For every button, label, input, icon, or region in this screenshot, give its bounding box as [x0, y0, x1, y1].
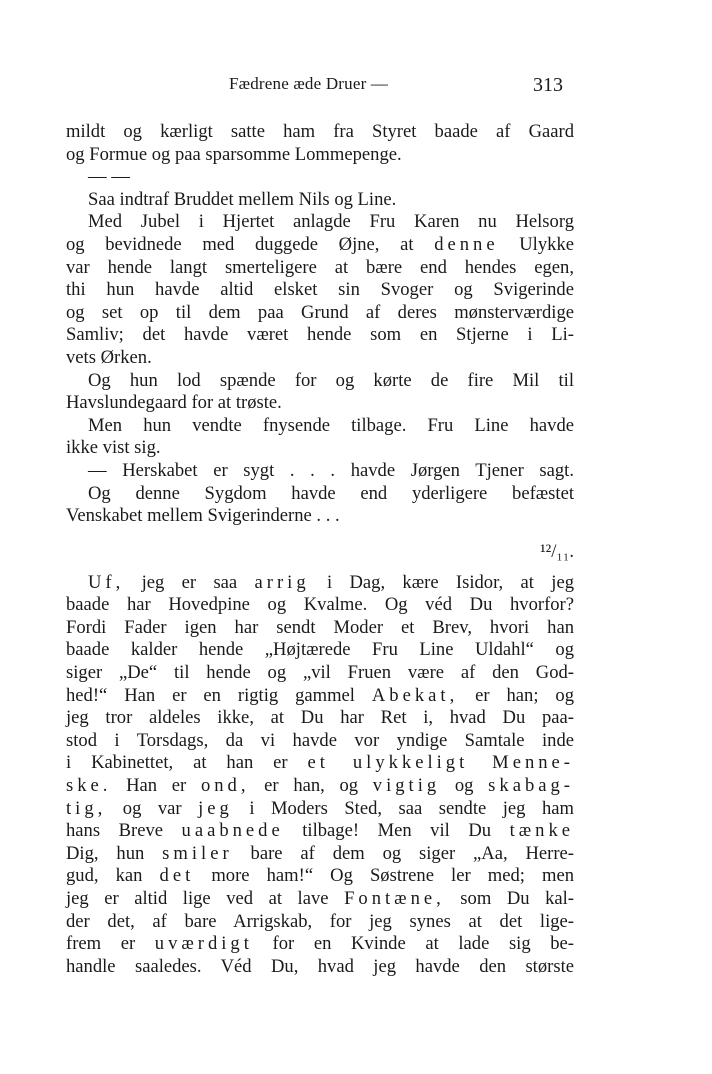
text-line: thi hun havde altid elsket sin Svoger og Svigerinde	[66, 279, 574, 301]
text-line: — Herskabet er sygt . . . havde Jørgen Tjener sagt.	[88, 459, 574, 481]
text-line: og set op til dem paa Grund af deres mønsterværdige	[66, 301, 574, 323]
text-line: jeg er altid lige ved at lave Fontæne, som Du kal-	[66, 888, 574, 909]
text-line: Venskabet mellem Svigerinderne . . .	[66, 505, 340, 527]
text-line: og Formue og paa sparsomme Lommepenge.	[66, 143, 402, 165]
text-line: tig, og var jeg i Moders Sted, saa sendte jeg ham	[66, 797, 574, 819]
text-line: hans Breve uaabnede tilbage! Men vil Du tænke	[66, 820, 574, 842]
text-line: Uf, jeg er saa arrig i Dag, kære Isidor, at jeg	[88, 571, 574, 593]
spaced-emphasis: smiler	[162, 842, 233, 864]
text-line: og bevidnede med duggede Øjne, at denne Ulykke	[66, 233, 574, 255]
text-line: jeg tror aldeles ikke, at Du har Ret i, hvad Du paa-	[66, 707, 574, 729]
spaced-emphasis: tænke	[509, 820, 574, 842]
text-line: Med Jubel i Hjertet anlagde Fru Karen nu Helsorg	[88, 211, 574, 233]
page-number: 313	[533, 74, 563, 96]
text-line: ske. Han er ond, er han, og vigtig og skabag-	[66, 775, 574, 797]
page-body-text	[66, 121, 574, 978]
text-line: gud, kan det more ham!“ Og Søstrene ler med; men	[66, 865, 575, 887]
spaced-emphasis: det	[159, 865, 195, 887]
spaced-emphasis: Fontæne,	[344, 888, 445, 909]
text-line: siger „De“ til hende og „vil Fruen være af den God-	[66, 662, 574, 684]
text-line: Samliv; det havde været hende som en Stjerne i Li-	[66, 324, 574, 346]
text-line: hed!“ Han er en rigtig gammel Abekat, er han; og	[66, 684, 574, 706]
text-line: — —	[88, 166, 130, 188]
text-line: der det, af bare Arrigskab, for jeg synes at det lige-	[66, 910, 574, 932]
spaced-emphasis: tig,	[66, 797, 107, 819]
text-line: Og denne Sygdom havde end yderligere befæstet	[88, 482, 574, 504]
text-line: stod i Torsdags, da vi havde vor yndige Samtale inde	[66, 729, 574, 751]
spaced-emphasis: et ulykkeligt Menne-	[307, 752, 574, 774]
text-line: Dig, hun smiler bare af dem og siger „Aa, Herre-	[66, 842, 574, 864]
spaced-emphasis: denne	[434, 233, 499, 255]
spaced-emphasis: arrig	[254, 571, 310, 593]
text-line: baade kalder hende „Højtærede Fru Line Uldahl“ og	[66, 639, 574, 661]
spaced-emphasis: jeg	[198, 797, 233, 819]
spaced-emphasis: ond,	[200, 775, 250, 797]
text-line: Fordi Fader igen har sendt Moder et Brev, hvori han	[66, 616, 574, 638]
text-line: Men hun vendte fnysende tilbage. Fru Line havde	[88, 414, 574, 436]
spaced-emphasis: vigtig	[372, 775, 441, 797]
running-title: Fædrene æde Druer —	[229, 74, 389, 93]
text-line: mildt og kærligt satte ham fra Styret baade af Gaard	[66, 121, 574, 142]
text-line: ikke vist sig.	[66, 437, 161, 459]
text-line: baade har Hovedpine og Kvalme. Og véd Du hvorfor?	[66, 594, 574, 616]
text-line: var hende langt smerteligere at bære end hendes egen,	[66, 256, 574, 278]
spaced-emphasis: uværdigt	[154, 933, 253, 955]
spaced-emphasis: uaabnede	[181, 820, 284, 842]
spaced-emphasis: ske.	[66, 775, 112, 797]
spaced-emphasis: Abekat,	[371, 684, 459, 706]
running-header	[0, 74, 712, 104]
text-line: i Kabinettet, at han er et ulykkeligt Menne-	[66, 752, 574, 774]
text-line: ¹²/₁₁.	[540, 540, 574, 562]
text-line: Havslundegaard for at trøste.	[66, 392, 282, 414]
text-line: Saa indtraf Bruddet mellem Nils og Line.	[88, 188, 397, 210]
text-line: frem er uværdigt for en Kvinde at lade sig be-	[66, 933, 574, 955]
spaced-emphasis: skabag-	[488, 775, 574, 797]
text-line: Og hun lod spænde for og kørte de fire Mil til	[88, 369, 574, 391]
spaced-emphasis: Uf,	[88, 571, 125, 593]
text-line: vets Ørken.	[66, 346, 152, 368]
text-line: handle saaledes. Véd Du, hvad jeg havde den største	[66, 955, 574, 977]
